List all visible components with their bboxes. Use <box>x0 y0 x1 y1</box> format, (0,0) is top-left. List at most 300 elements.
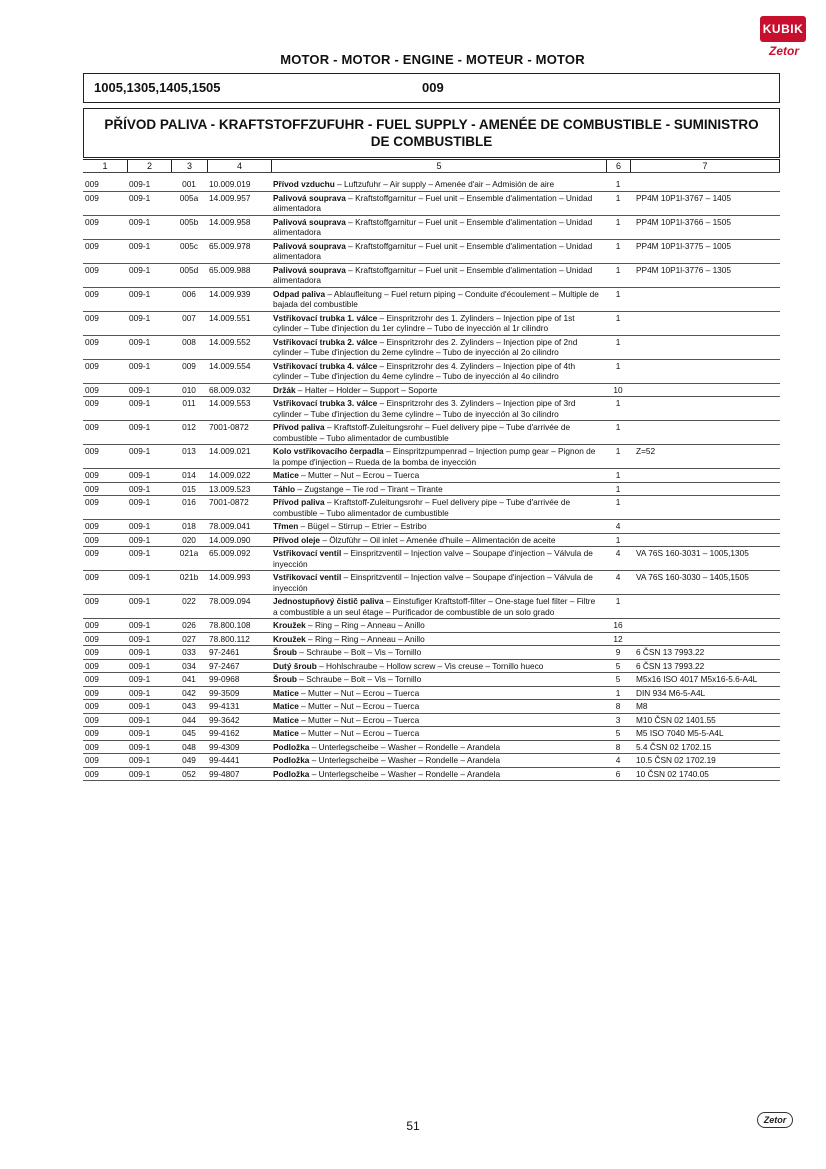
group-cell: 009 <box>85 660 99 671</box>
figure-cell: 009-1 <box>129 483 151 494</box>
description-cell <box>271 360 606 383</box>
part-number-cell: 14.009.022 <box>209 470 251 480</box>
column-header-4: 4 <box>207 160 271 172</box>
description-bold: Šroub <box>273 647 297 657</box>
description-bold: Přívod oleje <box>273 534 321 545</box>
figure-cell: 009-1 <box>129 701 151 711</box>
description-cell <box>271 483 606 496</box>
position-cell: 026 <box>182 620 196 630</box>
description-text: – Mutter – Nut – Ecrou – Tuerca <box>298 714 420 725</box>
description-bold: Palivová souprava <box>273 192 346 203</box>
description-text: – Halter – Holder – Support – Soporte <box>295 384 438 395</box>
figure-cell: 009-1 <box>129 548 151 558</box>
part-number-cell: 99-4131 <box>209 701 240 711</box>
column-header-1: 1 <box>102 161 108 171</box>
position-cell: 005b <box>179 216 199 227</box>
figure-cell: 009-1 <box>129 264 151 275</box>
table-row <box>83 660 780 674</box>
description-text: – Einspritzrohr des 3. Zylinders – Injection pipe of 3rd cylinder – Tube d'injection du 3eme cylindre – Tubo de inyección al 3o cilindro <box>273 398 576 419</box>
group-cell: 009 <box>85 534 99 545</box>
group-cell: 009 <box>85 701 99 711</box>
description-text: – Unterlegscheibe – Washer – Rondelle – Arandela <box>309 755 501 765</box>
part-number-cell: 78.800.112 <box>209 633 250 644</box>
description-text: – Einspritzventil – Injection valve – Soupape d'injection – Válvula de inyección <box>273 572 593 593</box>
group-cell: 009 <box>85 596 99 606</box>
position-cell: 016 <box>182 497 196 507</box>
figure-cell: 009-1 <box>129 620 151 630</box>
figure-cell: 009-1 <box>129 192 151 203</box>
note-cell <box>630 633 780 646</box>
note-cell: 5.4 ČSN 02 1702.15 <box>636 741 712 752</box>
note-cell: M5 ISO 7040 M5-5-A4L <box>636 728 724 738</box>
position-cell: 006 <box>182 288 196 299</box>
note-cell <box>630 534 780 547</box>
quantity-cell: 5 <box>615 660 621 671</box>
table-row <box>83 571 780 595</box>
position-cell: 033 <box>182 647 196 657</box>
note-cell: M10 ČSN 02 1401.55 <box>636 714 716 725</box>
description-cell <box>271 595 606 618</box>
position-cell: 048 <box>182 741 196 752</box>
table-row <box>83 178 780 192</box>
description-text: – Einstufiger Kraftstoff-filter – One-stage fuel filter – Filtre a combustible a un seul étage – Purificador de combustible de un solo grado <box>273 596 596 617</box>
table-row <box>83 741 780 755</box>
note-cell <box>630 595 780 618</box>
note-cell <box>630 496 780 519</box>
description-bold: Třmen <box>273 521 299 531</box>
description-bold: Kroužek <box>273 620 306 630</box>
description-cell <box>271 687 606 700</box>
quantity-cell: 5 <box>615 674 621 684</box>
part-number-cell: 97-2467 <box>209 660 240 671</box>
figure-cell: 009-1 <box>129 741 151 752</box>
part-number-cell: 10.009.019 <box>209 179 251 189</box>
group-cell: 009 <box>85 470 99 480</box>
description-cell <box>271 534 606 547</box>
description-cell <box>271 216 606 239</box>
table-row <box>83 496 780 520</box>
note-cell: 10 ČSN 02 1740.05 <box>636 768 709 779</box>
quantity-cell: 1 <box>615 446 621 456</box>
group-cell: 009 <box>85 728 99 738</box>
table-row <box>83 646 780 660</box>
table-row <box>83 727 780 741</box>
table-row <box>83 264 780 288</box>
part-number-cell: 14.009.554 <box>209 360 251 371</box>
figure-cell: 009-1 <box>129 633 151 644</box>
figure-cell: 009-1 <box>129 446 151 456</box>
quantity-cell: 1 <box>615 216 621 227</box>
description-bold: Přívod paliva <box>273 422 325 432</box>
figure-cell: 009-1 <box>129 687 151 698</box>
description-cell <box>271 741 606 754</box>
table-row <box>83 619 780 633</box>
description-bold: Odpad paliva <box>273 288 326 299</box>
quantity-cell: 1 <box>615 687 621 698</box>
description-cell <box>271 633 606 646</box>
description-cell <box>271 384 606 397</box>
description-text: – Kraftstoff-Zuleitungsrohr – Fuel delivery pipe – Tube d'arrivée de combustible – Tubo alimentador de cumbustible <box>273 497 571 518</box>
table-row <box>83 312 780 336</box>
group-cell: 009 <box>85 572 99 582</box>
description-cell <box>271 571 606 594</box>
model-box <box>83 73 780 103</box>
part-number-cell: 99-4441 <box>209 755 240 765</box>
column-header-6: 6 <box>606 160 630 172</box>
description-cell <box>271 714 606 727</box>
table-row <box>83 673 780 687</box>
group-cell: 009 <box>85 264 99 275</box>
quantity-cell: 1 <box>615 483 621 494</box>
quantity-cell: 1 <box>615 192 621 203</box>
description-bold: Palivová souprava <box>273 264 346 275</box>
group-cell: 009 <box>85 483 99 494</box>
figure-cell: 009-1 <box>129 647 151 657</box>
description-bold: Vstřikovací trubka 2. válce <box>273 336 378 347</box>
description-text: – Schraube – Bolt – Vis – Tornillo <box>296 647 422 657</box>
description-bold: Vstřikovací trubka 4. válce <box>273 360 378 371</box>
position-cell: 001 <box>182 179 196 189</box>
kubik-logo <box>760 16 806 42</box>
group-cell: 009 <box>85 216 99 227</box>
note-cell: 6 ČSN 13 7993.22 <box>636 660 705 671</box>
figure-cell: 009-1 <box>129 470 151 480</box>
quantity-cell: 1 <box>615 240 621 251</box>
group-cell: 009 <box>85 714 99 725</box>
figure-cell: 009-1 <box>129 534 151 545</box>
description-bold: Kolo vstřikovacího čerpadla <box>273 446 384 456</box>
group-cell: 009 <box>85 360 99 371</box>
description-cell <box>271 660 606 673</box>
quantity-cell: 1 <box>615 288 621 299</box>
position-cell: 049 <box>182 755 196 765</box>
group-cell: 009 <box>85 422 99 432</box>
description-text: – Schraube – Bolt – Vis – Tornillo <box>296 674 422 684</box>
part-number-cell: 99-3642 <box>209 714 240 725</box>
table-row <box>83 754 780 768</box>
table-row <box>83 700 780 714</box>
position-cell: 014 <box>182 470 196 480</box>
group-cell: 009 <box>85 384 99 395</box>
description-text: – Kraftstoffgarnitur – Fuel unit – Ensemble d'alimentation – Unidad alimentadora <box>273 192 593 213</box>
description-cell <box>271 397 606 420</box>
description-cell <box>271 445 606 468</box>
description-text: – Kraftstoffgarnitur – Fuel unit – Ensemble d'alimentation – Unidad alimentadora <box>273 216 593 237</box>
position-cell: 021b <box>179 572 199 582</box>
group-cell: 009 <box>85 288 99 299</box>
quantity-cell: 5 <box>615 728 621 738</box>
figure-cell: 009-1 <box>129 596 151 606</box>
quantity-cell: 6 <box>615 768 621 779</box>
description-text: – Einspritzrohr des 2. Zylinders – Injection pipe of 2nd cylinder – Tube d'injection du 2eme cylindre – Tubo de inyección al 2o cilindro <box>273 336 578 357</box>
part-number-cell: 14.009.551 <box>209 312 251 323</box>
description-bold: Podložka <box>273 755 310 765</box>
part-number-cell: 65.009.092 <box>209 548 251 558</box>
note-cell <box>630 619 780 632</box>
description-text: – Hohlschraube – Hollow screw – Vis creuse – Tornillo hueco <box>316 660 544 671</box>
group-cell: 009 <box>85 647 99 657</box>
description-text: – Ring – Ring – Anneau – Anillo <box>305 620 425 630</box>
part-number-cell: 65.009.978 <box>209 240 251 251</box>
group-cell: 009 <box>85 240 99 251</box>
description-text: – Ölzuführ – Oil inlet – Amenée d'huile – Alimentación de aceite <box>320 534 556 545</box>
quantity-cell: 1 <box>615 470 621 480</box>
position-cell: 034 <box>182 660 196 671</box>
description-cell <box>271 178 606 191</box>
group-cell: 009 <box>85 633 99 644</box>
description-bold: Matice <box>273 728 299 738</box>
table-row <box>83 240 780 264</box>
figure-cell: 009-1 <box>129 497 151 507</box>
part-number-cell: 99-4309 <box>209 741 240 752</box>
description-text: – Einspritzrohr des 4. Zylinders – Injection pipe of 4th cylinder – Tube d'injection du 4eme cylindre – Tubo de inyección al 4o cilindro <box>273 360 576 381</box>
position-cell: 015 <box>182 483 196 494</box>
position-cell: 021a <box>179 548 199 558</box>
description-bold: Matice <box>273 714 299 725</box>
figure-cell: 009-1 <box>129 572 151 582</box>
figure-cell: 009-1 <box>129 312 151 323</box>
description-bold: Vstřikovací ventil <box>273 572 342 582</box>
part-number-cell: 68.009.032 <box>209 384 251 395</box>
table-row <box>83 360 780 384</box>
description-cell <box>271 727 606 740</box>
position-cell: 011 <box>182 398 196 408</box>
part-number-cell: 78.800.108 <box>209 620 251 630</box>
description-bold: Přívod vzduchu <box>273 179 335 189</box>
quantity-cell: 1 <box>615 398 621 408</box>
parts-table <box>83 178 780 781</box>
note-cell: M8 <box>636 701 648 711</box>
description-bold: Šroub <box>273 674 297 684</box>
model-list: 1005,1305,1405,1505 <box>94 80 221 95</box>
figure-cell: 009-1 <box>129 728 151 738</box>
logo-brand: KUBIK <box>762 22 804 36</box>
quantity-cell: 16 <box>613 620 623 630</box>
part-number-cell: 13.009.523 <box>209 483 251 494</box>
group-cell: 009 <box>85 755 99 765</box>
part-number-cell: 78.009.094 <box>209 596 251 606</box>
column-header-2: 2 <box>127 160 171 172</box>
quantity-cell: 1 <box>615 312 621 323</box>
quantity-cell: 1 <box>615 596 621 606</box>
part-number-cell: 7001-0872 <box>209 422 249 432</box>
figure-cell: 009-1 <box>129 660 151 671</box>
quantity-cell: 8 <box>615 741 621 752</box>
position-cell: 007 <box>182 312 196 323</box>
column-header-row <box>83 159 780 173</box>
description-text: – Ring – Ring – Anneau – Anillo <box>305 633 425 644</box>
description-cell <box>271 192 606 215</box>
position-cell: 043 <box>182 701 196 711</box>
quantity-cell: 10 <box>613 384 623 395</box>
group-cell: 009 <box>85 548 99 558</box>
description-cell <box>271 547 606 570</box>
figure-cell: 009-1 <box>129 755 151 765</box>
figure-cell: 009-1 <box>129 216 151 227</box>
table-row <box>83 687 780 701</box>
description-bold: Vstřikovací ventil <box>273 548 342 558</box>
position-cell: 027 <box>182 633 196 644</box>
description-cell <box>271 619 606 632</box>
quantity-cell: 3 <box>615 714 621 725</box>
table-row <box>83 421 780 445</box>
figure-cell: 009-1 <box>129 521 151 531</box>
position-cell: 012 <box>182 422 196 432</box>
description-text: – Mutter – Nut – Ecrou – Tuerca <box>298 728 420 738</box>
quantity-cell: 8 <box>615 701 621 711</box>
page-number: 51 <box>406 1119 420 1133</box>
description-cell <box>271 264 606 287</box>
note-cell: 6 ČSN 13 7993.22 <box>636 647 705 657</box>
figure-cell: 009-1 <box>129 768 151 779</box>
quantity-cell: 12 <box>613 633 623 644</box>
group-cell: 009 <box>85 446 99 456</box>
part-number-cell: 97-2461 <box>209 647 240 657</box>
quantity-cell: 1 <box>615 264 621 275</box>
group-cell: 009 <box>85 741 99 752</box>
note-cell: 10.5 ČSN 02 1702.19 <box>636 755 716 765</box>
table-row <box>83 768 780 782</box>
position-cell: 008 <box>182 336 196 347</box>
table-row <box>83 192 780 216</box>
figure-cell: 009-1 <box>129 714 151 725</box>
part-number-cell: 99-0968 <box>209 674 240 684</box>
part-number-cell: 65.009.988 <box>209 264 251 275</box>
note-cell <box>630 360 780 383</box>
description-text: – Ablaufleitung – Fuel return piping – Conduite d'écoulement – Multiple de bajada del combustible <box>273 288 599 309</box>
figure-cell: 009-1 <box>129 336 151 347</box>
description-bold: Držák <box>273 384 296 395</box>
position-cell: 045 <box>182 728 196 738</box>
note-cell <box>630 520 780 533</box>
note-cell <box>630 336 780 359</box>
note-cell <box>630 312 780 335</box>
description-bold: Matice <box>273 701 299 711</box>
part-number-cell: 99-4162 <box>209 728 240 738</box>
group-cell: 009 <box>85 620 99 630</box>
part-number-cell: 14.009.993 <box>209 572 251 582</box>
table-row <box>83 633 780 647</box>
note-cell <box>630 469 780 482</box>
figure-cell: 009-1 <box>129 360 151 371</box>
part-number-cell: 14.009.021 <box>209 446 251 456</box>
position-cell: 020 <box>182 534 196 545</box>
quantity-cell: 1 <box>615 422 621 432</box>
quantity-cell: 9 <box>615 647 621 657</box>
description-bold: Podložka <box>273 741 310 752</box>
description-cell <box>271 469 606 482</box>
part-number-cell: 99-4807 <box>209 768 240 779</box>
description-bold: Vstřikovací trubka 1. válce <box>273 312 378 323</box>
description-text: – Einspritzventil – Injection valve – Soupape d'injection – Válvula de inyección <box>273 548 593 569</box>
group-cell: 009 <box>85 674 99 684</box>
description-bold: Podložka <box>273 768 310 779</box>
note-cell: Z=52 <box>636 446 656 456</box>
description-text: – Einspritzpumpenrad – Injection pump gear – Pignon de la pompe d'injection – Rueda de la bomba de inyección <box>273 446 596 467</box>
column-header-7: 7 <box>630 160 780 172</box>
description-cell <box>271 700 606 713</box>
table-row <box>83 397 780 421</box>
position-cell: 005a <box>179 192 199 203</box>
description-bold: Palivová souprava <box>273 216 346 227</box>
quantity-cell: 1 <box>615 179 621 189</box>
figure-cell: 009-1 <box>129 422 151 432</box>
table-row <box>83 384 780 398</box>
description-cell <box>271 754 606 767</box>
group-cell: 009 <box>85 312 99 323</box>
quantity-cell: 1 <box>615 534 621 545</box>
table-row <box>83 547 780 571</box>
description-text: – Bügel – Stirrup – Etrier – Estribo <box>298 521 427 531</box>
note-cell: VA 76S 160-3030 – 1405,1505 <box>636 572 749 582</box>
description-bold: Palivová souprava <box>273 240 346 251</box>
description-bold: Matice <box>273 687 299 698</box>
description-bold: Kroužek <box>273 633 306 644</box>
note-cell <box>630 397 780 420</box>
part-number-cell: 14.009.939 <box>209 288 251 299</box>
zetor-footer-logo: Zetor <box>757 1112 793 1128</box>
part-number-cell: 14.009.957 <box>209 192 251 203</box>
table-row <box>83 336 780 360</box>
figure-cell: 009-1 <box>129 240 151 251</box>
quantity-cell: 1 <box>615 360 621 371</box>
quantity-cell: 4 <box>615 755 621 765</box>
table-row <box>83 595 780 619</box>
description-bold: Jednostupňový čistič paliva <box>273 596 384 606</box>
quantity-cell: 4 <box>615 521 621 531</box>
group-cell: 009 <box>85 179 99 189</box>
description-cell <box>271 520 606 533</box>
position-cell: 005c <box>180 240 198 251</box>
column-header-3: 3 <box>171 160 207 172</box>
table-row <box>83 445 780 469</box>
part-number-cell: 7001-0872 <box>209 497 249 507</box>
description-text: – Luftzufuhr – Air supply – Amenée d'air – Admisión de aire <box>334 179 555 189</box>
description-text: – Kraftstoffgarnitur – Fuel unit – Ensemble d'alimentation – Unidad alimentadora <box>273 240 593 261</box>
part-number-cell: 78.009.041 <box>209 521 251 531</box>
position-cell: 044 <box>182 714 196 725</box>
page-title: MOTOR - MOTOR - ENGINE - MOTEUR - MOTOR <box>280 52 585 67</box>
position-cell: 041 <box>182 674 196 684</box>
table-row <box>83 520 780 534</box>
group-cell: 009 <box>85 687 99 698</box>
description-text: – Mutter – Nut – Ecrou – Tuerca <box>298 470 420 480</box>
note-cell: PP4M 10P1l-3767 – 1405 <box>636 192 732 203</box>
note-cell <box>630 421 780 444</box>
part-number-cell: 14.009.958 <box>209 216 251 227</box>
description-bold: Přívod paliva <box>273 497 325 507</box>
position-cell: 052 <box>182 768 196 779</box>
part-number-cell: 14.009.090 <box>209 534 251 545</box>
note-cell: PP4M 10P1l-3776 – 1305 <box>636 264 732 275</box>
quantity-cell: 1 <box>615 336 621 347</box>
section-title: PŘÍVOD PALIVA - KRAFTSTOFFZUFUHR - FUEL SUPPLY - AMENÉE DE COMBUSTIBLE - SUMINISTRO DE COMBUSTIBLE <box>83 108 780 158</box>
part-number-cell: 14.009.552 <box>209 336 251 347</box>
note-cell: VA 76S 160-3031 – 1005,1305 <box>636 548 749 558</box>
description-text: – Kraftstoffgarnitur – Fuel unit – Ensemble d'alimentation – Unidad alimentadora <box>273 264 593 285</box>
column-header-5: 5 <box>271 160 606 172</box>
description-text: – Unterlegscheibe – Washer – Rondelle – Arandela <box>309 768 501 779</box>
group-cell: 009 <box>85 497 99 507</box>
description-text: – Einspritzrohr des 1. Zylinders – Injection pipe of 1st cylinder – Tube d'injection du 1er cylindre – Tubo de inyección al 1r cilindro <box>273 312 575 333</box>
figure-cell: 009-1 <box>129 384 151 395</box>
description-text: – Mutter – Nut – Ecrou – Tuerca <box>298 701 420 711</box>
table-row <box>83 288 780 312</box>
note-cell: PP4M 10P1l-3775 – 1005 <box>636 240 732 251</box>
description-bold: Matice <box>273 470 299 480</box>
quantity-cell: 4 <box>615 548 621 558</box>
description-text: – Kraftstoff-Zuleitungsrohr – Fuel delivery pipe – Tube d'arrivée de combustible – Tubo alimentador de cumbustible <box>273 422 571 443</box>
